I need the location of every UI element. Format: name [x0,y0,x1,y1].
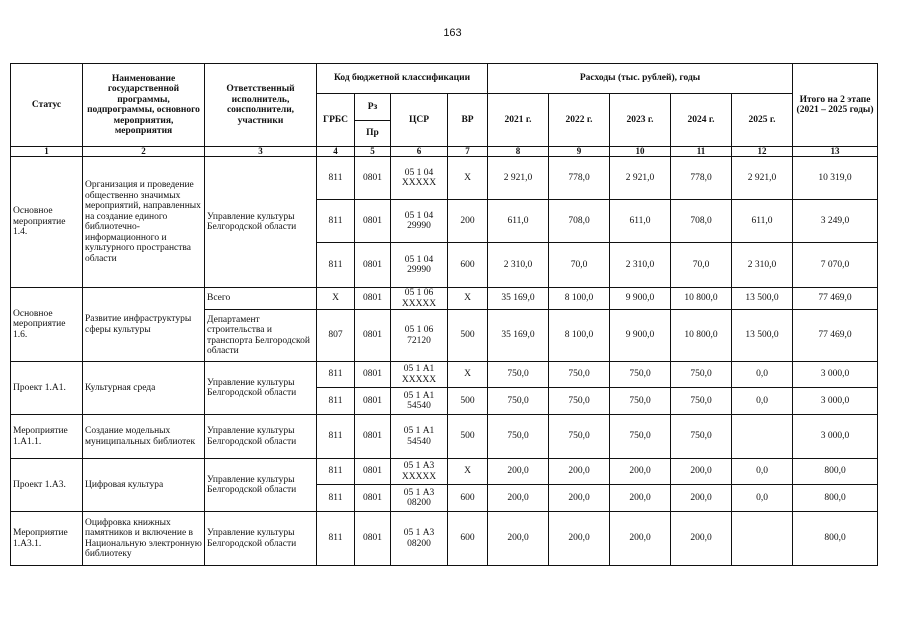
header-budget-code: Код бюджетной классификации [317,64,488,94]
responsible-cell: Управление культуры Белгородской области [205,415,317,459]
value-2023: 2 921,0 [610,157,671,200]
vr-cell: X [448,288,488,310]
value-2021: 2 921,0 [488,157,549,200]
value-2024: 778,0 [671,157,732,200]
responsible-cell: Всего [205,288,317,310]
csr-cell: 05 1 А3 08200 [391,485,448,512]
value-2025: 0,0 [732,362,793,388]
value-2024: 750,0 [671,388,732,415]
csr-cell: 05 1 А3 08200 [391,512,448,566]
value-2022: 200,0 [549,459,610,485]
table-row [11,362,878,388]
status-cell: Основное мероприятие 1.4. [11,157,83,288]
column-number: 8 [488,147,549,157]
value-2021: 2 310,0 [488,243,549,288]
value-2024: 708,0 [671,200,732,243]
value-2021: 200,0 [488,459,549,485]
column-number: 3 [205,147,317,157]
column-number: 5 [355,147,391,157]
value-2024: 750,0 [671,362,732,388]
value-total: 800,0 [793,485,878,512]
header-year: 2021 г. [488,94,549,147]
rzpr-cell: 0801 [355,243,391,288]
value-2024: 10 800,0 [671,288,732,310]
vr-cell: 600 [448,485,488,512]
name-cell: Оцифровка книжных памятников и включение в Национальную электронную библиотеку [83,512,205,566]
value-2023: 750,0 [610,388,671,415]
rzpr-cell: 0801 [355,310,391,362]
rzpr-cell: 0801 [355,512,391,566]
rzpr-cell: 0801 [355,288,391,310]
grbs-cell: X [317,288,355,310]
name-cell: Развитие инфраструктуры сферы культуры [83,288,205,362]
value-total: 3 000,0 [793,415,878,459]
value-2023: 2 310,0 [610,243,671,288]
value-2021: 200,0 [488,512,549,566]
header-csr: ЦСР [391,94,448,147]
value-2022: 70,0 [549,243,610,288]
column-number: 4 [317,147,355,157]
header-year: 2023 г. [610,94,671,147]
column-number: 7 [448,147,488,157]
value-2022: 750,0 [549,415,610,459]
value-2021: 611,0 [488,200,549,243]
grbs-cell: 811 [317,243,355,288]
header-grbs: ГРБС [317,94,355,147]
table-row [11,512,878,566]
value-2023: 611,0 [610,200,671,243]
value-total: 800,0 [793,512,878,566]
column-number: 2 [83,147,205,157]
name-cell: Цифровая культура [83,459,205,512]
vr-cell: X [448,459,488,485]
value-2023: 200,0 [610,459,671,485]
header-year: 2024 г. [671,94,732,147]
column-number: 11 [671,147,732,157]
value-2025: 13 500,0 [732,288,793,310]
name-cell: Организация и проведение общественно значимых мероприятий, направленных на создание единого библиотечно-информационного и культурного пространства области [83,157,205,288]
value-2021: 750,0 [488,388,549,415]
responsible-cell: Управление культуры Белгородской области [205,459,317,512]
value-2022: 200,0 [549,485,610,512]
value-2025: 0,0 [732,388,793,415]
value-total: 77 469,0 [793,310,878,362]
value-2023: 200,0 [610,485,671,512]
value-2023: 750,0 [610,362,671,388]
value-2021: 200,0 [488,485,549,512]
value-2022: 750,0 [549,362,610,388]
vr-cell: 600 [448,512,488,566]
header-row [11,64,878,94]
value-2021: 35 169,0 [488,310,549,362]
vr-cell: 500 [448,388,488,415]
rzpr-cell: 0801 [355,157,391,200]
column-number-row [11,147,878,157]
rzpr-cell: 0801 [355,485,391,512]
page-number: 163 [443,27,462,39]
header-year: 2022 г. [549,94,610,147]
csr-cell: 05 1 04 29990 [391,200,448,243]
header-name: Наименование государственной программы, подпрограммы, основного мероприятия, мероприятия [83,64,205,147]
value-total: 800,0 [793,459,878,485]
value-2025: 0,0 [732,459,793,485]
csr-cell: 05 1 А3 XXXXX [391,459,448,485]
vr-cell: 200 [448,200,488,243]
table-row [11,288,878,310]
status-cell: Проект 1.А3. [11,459,83,512]
value-2025: 611,0 [732,200,793,243]
value-2025: 2 310,0 [732,243,793,288]
csr-cell: 05 1 А1 54540 [391,415,448,459]
header-pr: Пр [355,121,391,147]
csr-cell: 05 1 04 XXXXX [391,157,448,200]
responsible-cell: Управление культуры Белгородской области [205,362,317,415]
value-2025: 13 500,0 [732,310,793,362]
column-number: 12 [732,147,793,157]
csr-cell: 05 1 06 XXXXX [391,288,448,310]
grbs-cell: 811 [317,415,355,459]
vr-cell: X [448,157,488,200]
rzpr-cell: 0801 [355,415,391,459]
rzpr-cell: 0801 [355,459,391,485]
value-2024: 200,0 [671,459,732,485]
status-cell: Мероприятие 1.А3.1. [11,512,83,566]
header-total: Итого на 2 этапе (2021 – 2025 годы) [793,64,878,147]
grbs-cell: 811 [317,485,355,512]
header-responsible: Ответственный исполнитель, соисполнители, участники [205,64,317,147]
grbs-cell: 811 [317,459,355,485]
value-2022: 8 100,0 [549,288,610,310]
value-2024: 200,0 [671,512,732,566]
table-row [11,415,878,459]
value-2022: 750,0 [549,388,610,415]
value-total: 3 000,0 [793,388,878,415]
value-2025 [732,512,793,566]
responsible-cell: Департамент строительства и транспорта Белгородской области [205,310,317,362]
value-total: 3 249,0 [793,200,878,243]
column-number: 1 [11,147,83,157]
column-number: 10 [610,147,671,157]
grbs-cell: 811 [317,157,355,200]
header-status: Статус [11,64,83,147]
column-number: 6 [391,147,448,157]
vr-cell: X [448,362,488,388]
value-2023: 200,0 [610,512,671,566]
grbs-cell: 811 [317,512,355,566]
csr-cell: 05 1 04 29990 [391,243,448,288]
value-total: 7 070,0 [793,243,878,288]
column-number: 13 [793,147,878,157]
csr-cell: 05 1 А1 54540 [391,388,448,415]
value-2021: 750,0 [488,362,549,388]
value-2021: 35 169,0 [488,288,549,310]
grbs-cell: 811 [317,200,355,243]
status-cell: Основное мероприятие 1.6. [11,288,83,362]
status-cell: Мероприятие 1.А1.1. [11,415,83,459]
rzpr-cell: 0801 [355,388,391,415]
value-2023: 750,0 [610,415,671,459]
grbs-cell: 811 [317,388,355,415]
header-expenses: Расходы (тыс. рублей), годы [488,64,793,94]
value-2024: 70,0 [671,243,732,288]
value-total: 77 469,0 [793,288,878,310]
value-total: 3 000,0 [793,362,878,388]
value-2024: 200,0 [671,485,732,512]
csr-cell: 05 1 06 72120 [391,310,448,362]
value-2025: 2 921,0 [732,157,793,200]
rzpr-cell: 0801 [355,200,391,243]
grbs-cell: 811 [317,362,355,388]
header-vr: ВР [448,94,488,147]
value-2022: 200,0 [549,512,610,566]
value-2024: 750,0 [671,415,732,459]
value-2024: 10 800,0 [671,310,732,362]
table-row [11,157,878,200]
grbs-cell: 807 [317,310,355,362]
header-year: 2025 г. [732,94,793,147]
vr-cell: 500 [448,415,488,459]
header-rz: Рз [355,94,391,121]
responsible-cell: Управление культуры Белгородской области [205,512,317,566]
responsible-cell: Управление культуры Белгородской области [205,157,317,288]
value-2022: 708,0 [549,200,610,243]
rzpr-cell: 0801 [355,362,391,388]
table-row [11,459,878,485]
value-2023: 9 900,0 [610,288,671,310]
value-2025: 0,0 [732,485,793,512]
name-cell: Культурная среда [83,362,205,415]
value-total: 10 319,0 [793,157,878,200]
value-2021: 750,0 [488,415,549,459]
value-2022: 778,0 [549,157,610,200]
csr-cell: 05 1 А1 XXXXX [391,362,448,388]
value-2025 [732,415,793,459]
name-cell: Создание модельных муниципальных библиотек [83,415,205,459]
vr-cell: 500 [448,310,488,362]
column-number: 9 [549,147,610,157]
status-cell: Проект 1.А1. [11,362,83,415]
value-2022: 8 100,0 [549,310,610,362]
budget-table [10,63,878,566]
vr-cell: 600 [448,243,488,288]
value-2023: 9 900,0 [610,310,671,362]
